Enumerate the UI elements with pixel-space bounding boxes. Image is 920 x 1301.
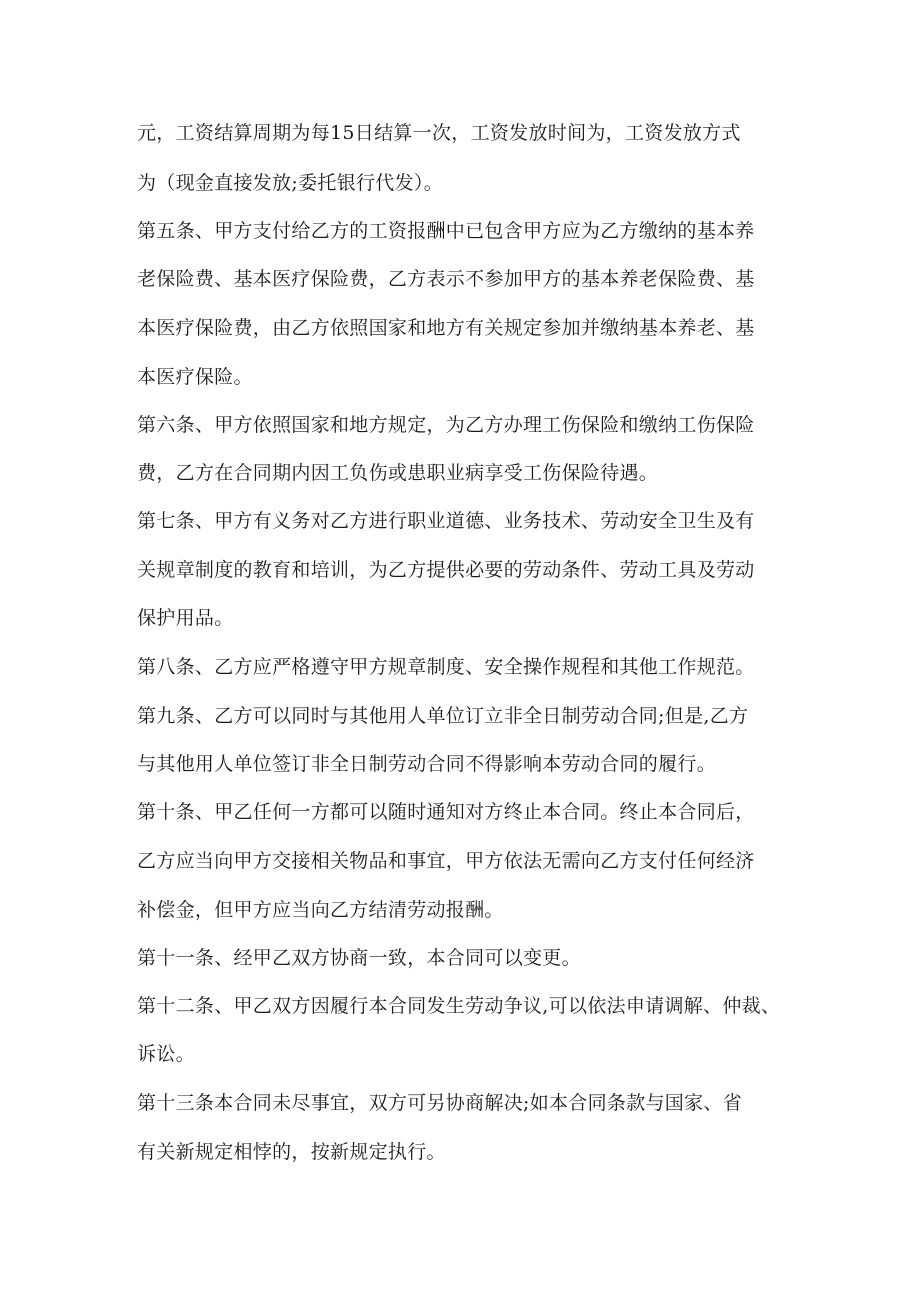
text-line: 有关新规定相悖的，按新规定执行。: [137, 1141, 446, 1163]
text-line: 第十二条、甲乙双方因履行本合同发生劳动争议,可以依法申请调解、仲裁、: [137, 995, 781, 1017]
text-line: 补偿金，但甲方应当向乙方结清劳动报酬。: [137, 899, 504, 921]
text-line: 第十一条、经甲乙双方协商一致，本合同可以变更。: [137, 947, 581, 969]
text-line: 本医疗保险。: [137, 366, 253, 388]
text-line: 关规章制度的教育和培训，为乙方提供必要的劳动条件、劳动工具及劳动: [137, 559, 755, 581]
text-line: 第八条、乙方应严格遵守甲方规章制度、安全操作规程和其他工作规范。: [137, 656, 755, 678]
text-line: 第十条、甲乙任何一方都可以随时通知对方终止本合同。终止本合同后，: [137, 801, 755, 823]
text-line: 保护用品。: [137, 607, 234, 629]
text-line: 第十三条本合同未尽事宜，双方可另协商解决;如本合同条款与国家、省: [137, 1092, 743, 1114]
text-line: 第七条、甲方有义务对乙方进行职业道德、业务技术、劳动安全卫生及有: [137, 510, 755, 532]
text-line: 与其他用人单位签订非全日制劳动合同不得影响本劳动合同的履行。: [137, 753, 717, 775]
text-line: 第六条、甲方依照国家和地方规定，为乙方办理工伤保险和缴纳工伤保险: [137, 414, 755, 436]
text-line: 诉讼。: [137, 1043, 195, 1065]
text-line: 第九条、乙方可以同时与其他用人单位订立非全日制劳动合同;但是,乙方: [137, 705, 749, 727]
text-line: 乙方应当向甲方交接相关物品和事宜，甲方依法无需向乙方支付任何经济: [137, 850, 755, 872]
text-line: 为（现金直接发放;委托银行代发）。: [137, 172, 444, 194]
text-line: 第五条、甲方支付给乙方的工资报酬中已包含甲方应为乙方缴纳的基本养: [137, 220, 755, 242]
text-line: 费，乙方在合同期内因工负伤或患职业病享受工伤保险待遇。: [137, 462, 659, 484]
text-line: 本医疗保险费，由乙方依照国家和地方有关规定参加并缴纳基本养老、基: [137, 317, 755, 339]
text-line: 老保险费、基本医疗保险费，乙方表示不参加甲方的基本养老保险费、基: [137, 268, 755, 290]
text-line: 元，工资结算周期为每15日结算一次，工资发放时间为，工资发放方式: [137, 122, 741, 144]
